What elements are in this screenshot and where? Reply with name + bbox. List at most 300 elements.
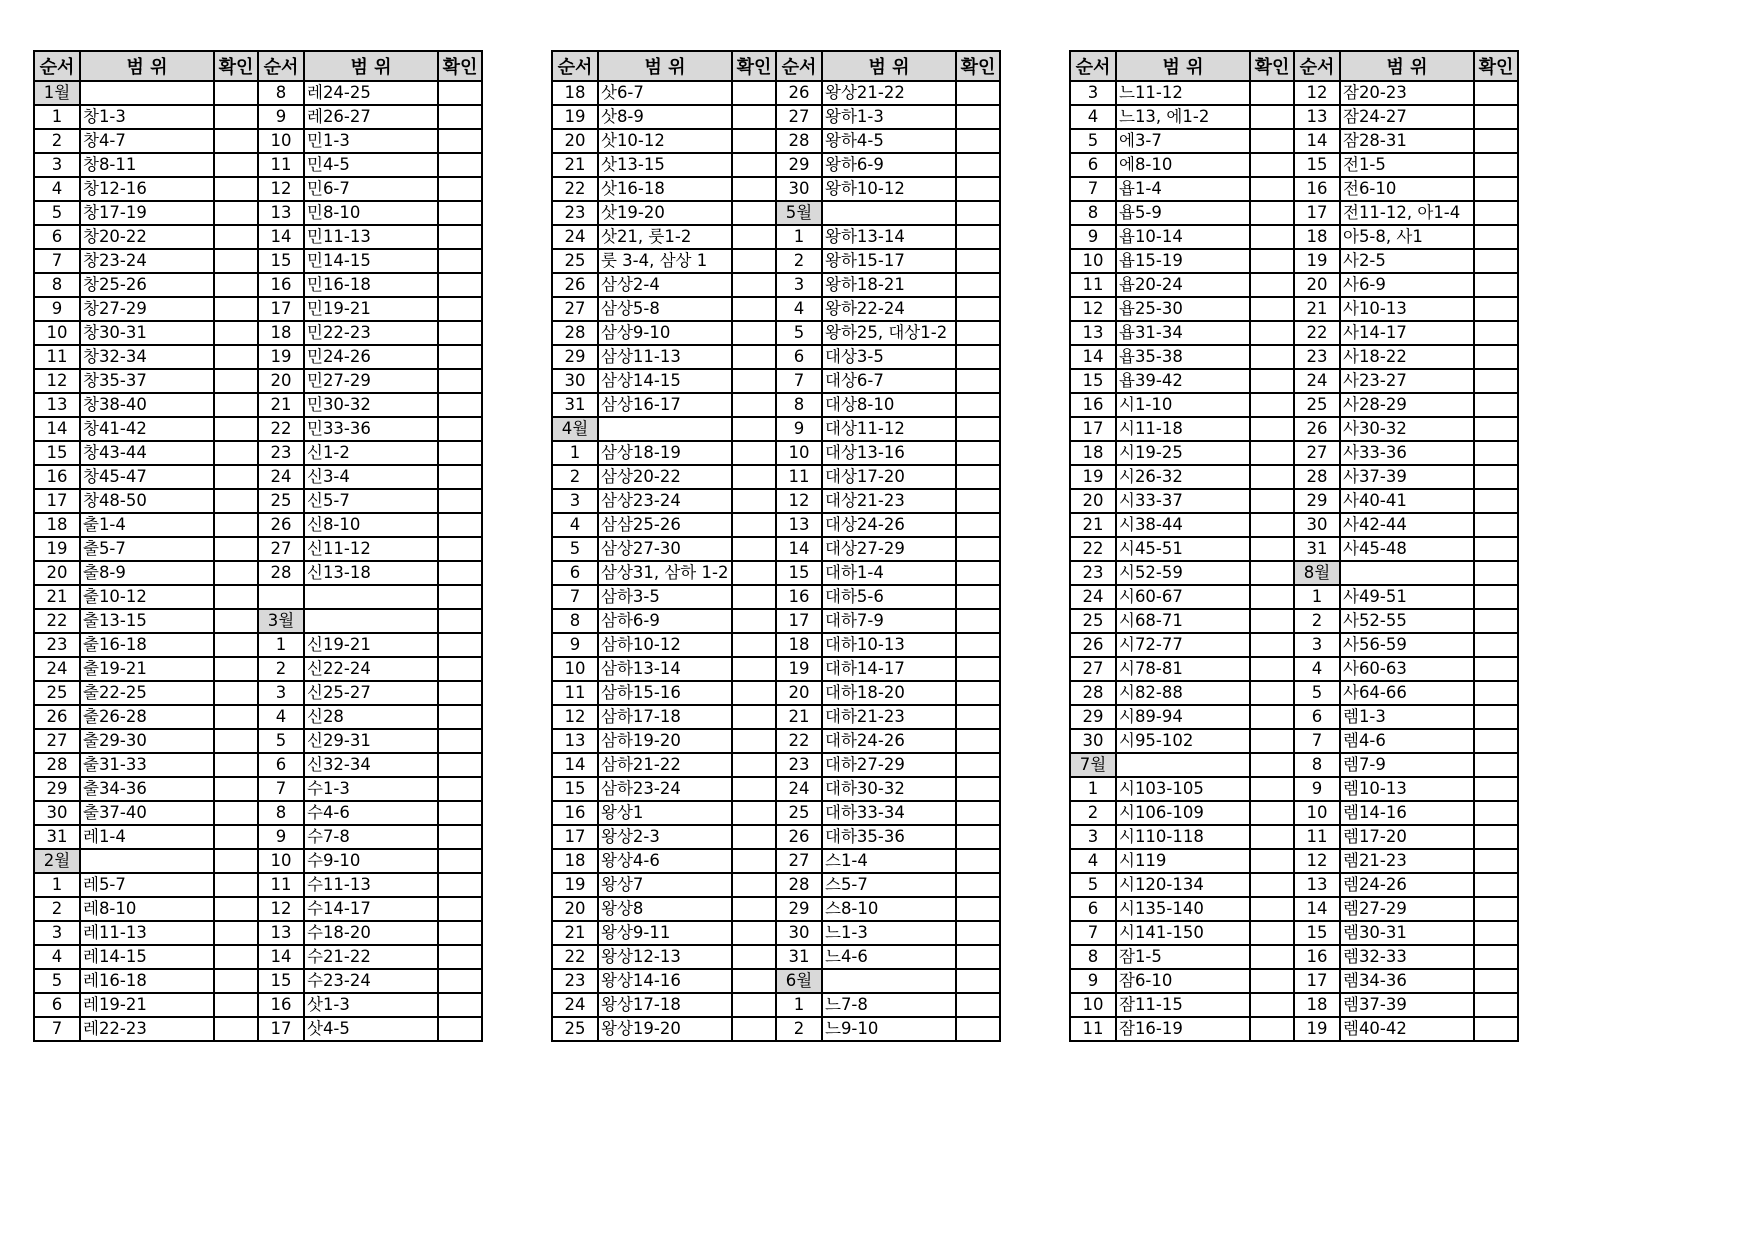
table-row — [34, 777, 482, 801]
range-cell: 전11-12, 아1-4 — [1340, 201, 1474, 225]
order-cell: 27 — [1070, 657, 1116, 681]
range-cell: 삿10-12 — [598, 129, 732, 153]
order-cell: 7 — [1294, 729, 1340, 753]
order-cell: 7 — [258, 777, 304, 801]
order-cell: 17 — [34, 489, 80, 513]
order-cell: 25 — [258, 489, 304, 513]
range-cell: 시89-94 — [1116, 705, 1250, 729]
range-cell: 전6-10 — [1340, 177, 1474, 201]
check-cell — [438, 681, 482, 705]
range-cell: 창23-24 — [80, 249, 214, 273]
table-row — [1070, 681, 1518, 705]
range-cell: 삿13-15 — [598, 153, 732, 177]
check-cell — [438, 921, 482, 945]
range-cell: 신19-21 — [304, 633, 438, 657]
check-cell — [438, 969, 482, 993]
check-cell — [214, 825, 258, 849]
check-cell — [438, 465, 482, 489]
range-cell: 민27-29 — [304, 369, 438, 393]
order-cell: 16 — [552, 801, 598, 825]
range-cell: 삼상14-15 — [598, 369, 732, 393]
order-cell: 5 — [34, 201, 80, 225]
order-cell: 18 — [1070, 441, 1116, 465]
check-cell — [438, 801, 482, 825]
check-cell — [1250, 585, 1294, 609]
order-cell: 19 — [1294, 249, 1340, 273]
check-cell — [214, 201, 258, 225]
check-cell — [1250, 849, 1294, 873]
check-cell — [956, 81, 1000, 105]
order-cell: 17 — [1294, 969, 1340, 993]
header-row — [1070, 51, 1518, 81]
col-header-range: 범 위 — [1340, 51, 1474, 81]
check-cell — [1250, 993, 1294, 1017]
range-cell: 민30-32 — [304, 393, 438, 417]
range-cell: 왕하6-9 — [822, 153, 956, 177]
order-cell: 17 — [1294, 201, 1340, 225]
order-cell: 4 — [552, 513, 598, 537]
table-row — [34, 201, 482, 225]
table-row — [552, 489, 1000, 513]
check-cell — [1474, 825, 1518, 849]
range-cell: 렘10-13 — [1340, 777, 1474, 801]
range-cell: 사23-27 — [1340, 369, 1474, 393]
check-cell — [438, 201, 482, 225]
check-cell — [438, 729, 482, 753]
order-cell: 3 — [552, 489, 598, 513]
table-row — [34, 825, 482, 849]
range-cell: 사2-5 — [1340, 249, 1474, 273]
order-cell: 25 — [776, 801, 822, 825]
check-cell — [1474, 249, 1518, 273]
order-cell: 22 — [776, 729, 822, 753]
table-row — [552, 81, 1000, 105]
range-cell: 욥5-9 — [1116, 201, 1250, 225]
range-cell — [1116, 753, 1250, 777]
range-cell: 대상13-16 — [822, 441, 956, 465]
order-cell: 11 — [1070, 1017, 1116, 1041]
check-cell — [732, 81, 776, 105]
range-cell: 에8-10 — [1116, 153, 1250, 177]
range-cell: 출13-15 — [80, 609, 214, 633]
order-cell: 23 — [258, 441, 304, 465]
range-cell: 삼하3-5 — [598, 585, 732, 609]
range-cell: 신28 — [304, 705, 438, 729]
range-cell: 왕하1-3 — [822, 105, 956, 129]
check-cell — [1250, 681, 1294, 705]
order-cell: 28 — [1070, 681, 1116, 705]
table-row — [1070, 297, 1518, 321]
order-cell: 4 — [776, 297, 822, 321]
range-cell: 레22-23 — [80, 1017, 214, 1041]
range-cell: 레5-7 — [80, 873, 214, 897]
range-cell: 왕하15-17 — [822, 249, 956, 273]
check-cell — [732, 1017, 776, 1041]
range-cell: 수21-22 — [304, 945, 438, 969]
order-cell: 22 — [552, 945, 598, 969]
check-cell — [956, 657, 1000, 681]
check-cell — [1474, 897, 1518, 921]
range-cell: 잠11-15 — [1116, 993, 1250, 1017]
check-cell — [438, 177, 482, 201]
range-cell: 잠16-19 — [1116, 1017, 1250, 1041]
table-row — [1070, 129, 1518, 153]
order-cell: 9 — [776, 417, 822, 441]
table-row — [552, 297, 1000, 321]
range-cell: 창48-50 — [80, 489, 214, 513]
range-cell: 창4-7 — [80, 129, 214, 153]
range-cell: 신25-27 — [304, 681, 438, 705]
range-cell: 시1-10 — [1116, 393, 1250, 417]
check-cell — [956, 897, 1000, 921]
check-cell — [732, 321, 776, 345]
order-cell: 24 — [34, 657, 80, 681]
check-cell — [1474, 417, 1518, 441]
range-cell: 렘7-9 — [1340, 753, 1474, 777]
order-cell: 29 — [34, 777, 80, 801]
table-row — [552, 225, 1000, 249]
month-cell: 6월 — [776, 969, 822, 993]
range-cell: 시68-71 — [1116, 609, 1250, 633]
range-cell: 대하30-32 — [822, 777, 956, 801]
check-cell — [438, 825, 482, 849]
order-cell: 21 — [258, 393, 304, 417]
col-header-order: 순서 — [1294, 51, 1340, 81]
range-cell: 대하5-6 — [822, 585, 956, 609]
order-cell: 31 — [776, 945, 822, 969]
check-cell — [438, 993, 482, 1017]
order-cell: 7 — [776, 369, 822, 393]
table-row — [34, 873, 482, 897]
range-cell: 왕상9-11 — [598, 921, 732, 945]
range-cell: 스5-7 — [822, 873, 956, 897]
order-cell: 28 — [776, 129, 822, 153]
range-cell: 창12-16 — [80, 177, 214, 201]
order-cell: 4 — [34, 177, 80, 201]
range-cell: 삿6-7 — [598, 81, 732, 105]
check-cell — [732, 561, 776, 585]
range-cell: 출8-9 — [80, 561, 214, 585]
range-cell: 왕상2-3 — [598, 825, 732, 849]
range-cell: 전1-5 — [1340, 153, 1474, 177]
range-cell: 대상17-20 — [822, 465, 956, 489]
check-cell — [1250, 969, 1294, 993]
range-cell: 삼상31, 삼하 1-2 — [598, 561, 732, 585]
range-cell: 아5-8, 사1 — [1340, 225, 1474, 249]
range-cell: 왕하18-21 — [822, 273, 956, 297]
order-cell: 11 — [776, 465, 822, 489]
order-cell: 2 — [552, 465, 598, 489]
order-cell: 6 — [776, 345, 822, 369]
range-cell: 삿4-5 — [304, 1017, 438, 1041]
range-cell: 왕상21-22 — [822, 81, 956, 105]
range-cell: 사45-48 — [1340, 537, 1474, 561]
table-row — [34, 585, 482, 609]
table-row — [1070, 537, 1518, 561]
check-cell — [732, 729, 776, 753]
table-row — [34, 993, 482, 1017]
check-cell — [1474, 153, 1518, 177]
table-row — [34, 801, 482, 825]
check-cell — [1250, 489, 1294, 513]
order-cell: 24 — [258, 465, 304, 489]
order-cell: 19 — [776, 657, 822, 681]
range-cell: 에3-7 — [1116, 129, 1250, 153]
range-cell — [304, 585, 438, 609]
order-cell: 8 — [1070, 945, 1116, 969]
range-cell: 신11-12 — [304, 537, 438, 561]
table-row — [552, 201, 1000, 225]
range-cell: 시103-105 — [1116, 777, 1250, 801]
range-cell: 출16-18 — [80, 633, 214, 657]
table-row — [552, 801, 1000, 825]
table-row — [1070, 249, 1518, 273]
order-cell: 16 — [258, 273, 304, 297]
order-cell: 24 — [552, 993, 598, 1017]
check-cell — [956, 177, 1000, 201]
col-header-range: 범 위 — [1116, 51, 1250, 81]
table-row — [1070, 753, 1518, 777]
table-row — [34, 897, 482, 921]
range-cell: 잠24-27 — [1340, 105, 1474, 129]
range-cell: 창43-44 — [80, 441, 214, 465]
order-cell: 1 — [776, 225, 822, 249]
order-cell: 12 — [34, 369, 80, 393]
check-cell — [214, 849, 258, 873]
order-cell: 7 — [1070, 921, 1116, 945]
order-cell: 30 — [776, 177, 822, 201]
check-cell — [1250, 1017, 1294, 1041]
check-cell — [732, 465, 776, 489]
range-cell: 왕하10-12 — [822, 177, 956, 201]
check-cell — [1250, 609, 1294, 633]
check-cell — [1250, 537, 1294, 561]
range-cell: 렘30-31 — [1340, 921, 1474, 945]
order-cell: 3 — [1294, 633, 1340, 657]
range-cell: 시141-150 — [1116, 921, 1250, 945]
check-cell — [1250, 921, 1294, 945]
reading-table-3 — [1069, 50, 1519, 1042]
range-cell: 시120-134 — [1116, 873, 1250, 897]
range-cell: 사40-41 — [1340, 489, 1474, 513]
check-cell — [1474, 489, 1518, 513]
table-row — [552, 825, 1000, 849]
range-cell: 출1-4 — [80, 513, 214, 537]
table-row — [34, 129, 482, 153]
table-row — [552, 609, 1000, 633]
order-cell: 9 — [258, 105, 304, 129]
check-cell — [1474, 681, 1518, 705]
order-cell — [258, 585, 304, 609]
table-row — [1070, 513, 1518, 537]
range-cell: 민1-3 — [304, 129, 438, 153]
order-cell: 12 — [258, 897, 304, 921]
order-cell: 13 — [552, 729, 598, 753]
table-row — [1070, 849, 1518, 873]
range-cell: 사18-22 — [1340, 345, 1474, 369]
check-cell — [438, 321, 482, 345]
order-cell: 23 — [34, 633, 80, 657]
check-cell — [956, 537, 1000, 561]
range-cell: 왕상1 — [598, 801, 732, 825]
table-row — [34, 849, 482, 873]
check-cell — [956, 249, 1000, 273]
table-row — [1070, 369, 1518, 393]
check-cell — [732, 201, 776, 225]
order-cell: 25 — [552, 1017, 598, 1041]
col-header-order: 순서 — [1070, 51, 1116, 81]
order-cell: 7 — [1070, 177, 1116, 201]
range-cell: 수14-17 — [304, 897, 438, 921]
table-row — [552, 681, 1000, 705]
range-cell: 시106-109 — [1116, 801, 1250, 825]
range-cell: 스1-4 — [822, 849, 956, 873]
order-cell: 21 — [1294, 297, 1340, 321]
range-cell — [80, 81, 214, 105]
order-cell: 10 — [776, 441, 822, 465]
order-cell: 27 — [34, 729, 80, 753]
check-cell — [214, 153, 258, 177]
order-cell: 15 — [552, 777, 598, 801]
range-cell: 삼상20-22 — [598, 465, 732, 489]
range-cell: 왕상12-13 — [598, 945, 732, 969]
range-cell: 삼하15-16 — [598, 681, 732, 705]
range-cell: 삿8-9 — [598, 105, 732, 129]
order-cell: 8 — [1294, 753, 1340, 777]
range-cell: 잠6-10 — [1116, 969, 1250, 993]
check-cell — [438, 1017, 482, 1041]
table-row — [1070, 465, 1518, 489]
range-cell: 사49-51 — [1340, 585, 1474, 609]
header-row — [552, 51, 1000, 81]
check-cell — [1474, 729, 1518, 753]
check-cell — [214, 129, 258, 153]
range-cell: 시52-59 — [1116, 561, 1250, 585]
order-cell: 4 — [1070, 105, 1116, 129]
range-cell: 삼상23-24 — [598, 489, 732, 513]
range-cell: 사52-55 — [1340, 609, 1474, 633]
range-cell: 수9-10 — [304, 849, 438, 873]
check-cell — [214, 873, 258, 897]
range-cell: 수4-6 — [304, 801, 438, 825]
range-cell: 레1-4 — [80, 825, 214, 849]
check-cell — [956, 321, 1000, 345]
order-cell: 1 — [776, 993, 822, 1017]
range-cell: 느7-8 — [822, 993, 956, 1017]
check-cell — [732, 825, 776, 849]
range-cell: 시119 — [1116, 849, 1250, 873]
check-cell — [214, 561, 258, 585]
range-cell: 삼상5-8 — [598, 297, 732, 321]
order-cell: 2 — [776, 1017, 822, 1041]
range-cell: 신32-34 — [304, 753, 438, 777]
order-cell: 6 — [552, 561, 598, 585]
order-cell: 18 — [34, 513, 80, 537]
table-row — [552, 633, 1000, 657]
check-cell — [438, 753, 482, 777]
table-row — [1070, 969, 1518, 993]
order-cell: 20 — [552, 129, 598, 153]
check-cell — [438, 153, 482, 177]
order-cell: 28 — [258, 561, 304, 585]
order-cell: 7 — [552, 585, 598, 609]
range-cell: 사33-36 — [1340, 441, 1474, 465]
check-cell — [214, 969, 258, 993]
table-row — [34, 945, 482, 969]
order-cell: 29 — [776, 153, 822, 177]
order-cell: 26 — [34, 705, 80, 729]
table-row — [552, 945, 1000, 969]
col-header-order: 순서 — [258, 51, 304, 81]
check-cell — [956, 297, 1000, 321]
month-cell: 4월 — [552, 417, 598, 441]
table-row — [1070, 777, 1518, 801]
range-cell: 출10-12 — [80, 585, 214, 609]
check-cell — [214, 489, 258, 513]
check-cell — [732, 969, 776, 993]
order-cell: 22 — [258, 417, 304, 441]
check-cell — [956, 129, 1000, 153]
check-cell — [956, 801, 1000, 825]
check-cell — [732, 129, 776, 153]
order-cell: 4 — [1294, 657, 1340, 681]
range-cell: 시95-102 — [1116, 729, 1250, 753]
range-cell: 신13-18 — [304, 561, 438, 585]
check-cell — [214, 393, 258, 417]
range-cell: 신3-4 — [304, 465, 438, 489]
table-row — [34, 225, 482, 249]
check-cell — [1250, 177, 1294, 201]
range-cell: 대상24-26 — [822, 513, 956, 537]
range-cell: 레19-21 — [80, 993, 214, 1017]
check-cell — [214, 513, 258, 537]
order-cell: 28 — [34, 753, 80, 777]
check-cell — [438, 561, 482, 585]
check-cell — [1250, 105, 1294, 129]
order-cell: 17 — [776, 609, 822, 633]
table-row — [34, 105, 482, 129]
range-cell: 사28-29 — [1340, 393, 1474, 417]
table-row — [1070, 993, 1518, 1017]
order-cell: 27 — [1294, 441, 1340, 465]
range-cell: 스8-10 — [822, 897, 956, 921]
check-cell — [1250, 273, 1294, 297]
order-cell: 12 — [552, 705, 598, 729]
order-cell: 3 — [34, 921, 80, 945]
order-cell: 28 — [776, 873, 822, 897]
order-cell: 9 — [1070, 225, 1116, 249]
order-cell: 27 — [552, 297, 598, 321]
order-cell: 5 — [776, 321, 822, 345]
range-cell: 레26-27 — [304, 105, 438, 129]
range-cell: 삼하17-18 — [598, 705, 732, 729]
table-row — [34, 369, 482, 393]
order-cell: 8 — [552, 609, 598, 633]
order-cell: 8 — [1070, 201, 1116, 225]
order-cell: 1 — [1070, 777, 1116, 801]
order-cell: 3 — [776, 273, 822, 297]
check-cell — [438, 945, 482, 969]
order-cell: 9 — [1294, 777, 1340, 801]
order-cell: 22 — [1294, 321, 1340, 345]
order-cell: 27 — [776, 105, 822, 129]
table-row — [552, 153, 1000, 177]
check-cell — [214, 777, 258, 801]
check-cell — [1250, 945, 1294, 969]
order-cell: 18 — [258, 321, 304, 345]
table-row — [34, 921, 482, 945]
check-cell — [1250, 393, 1294, 417]
